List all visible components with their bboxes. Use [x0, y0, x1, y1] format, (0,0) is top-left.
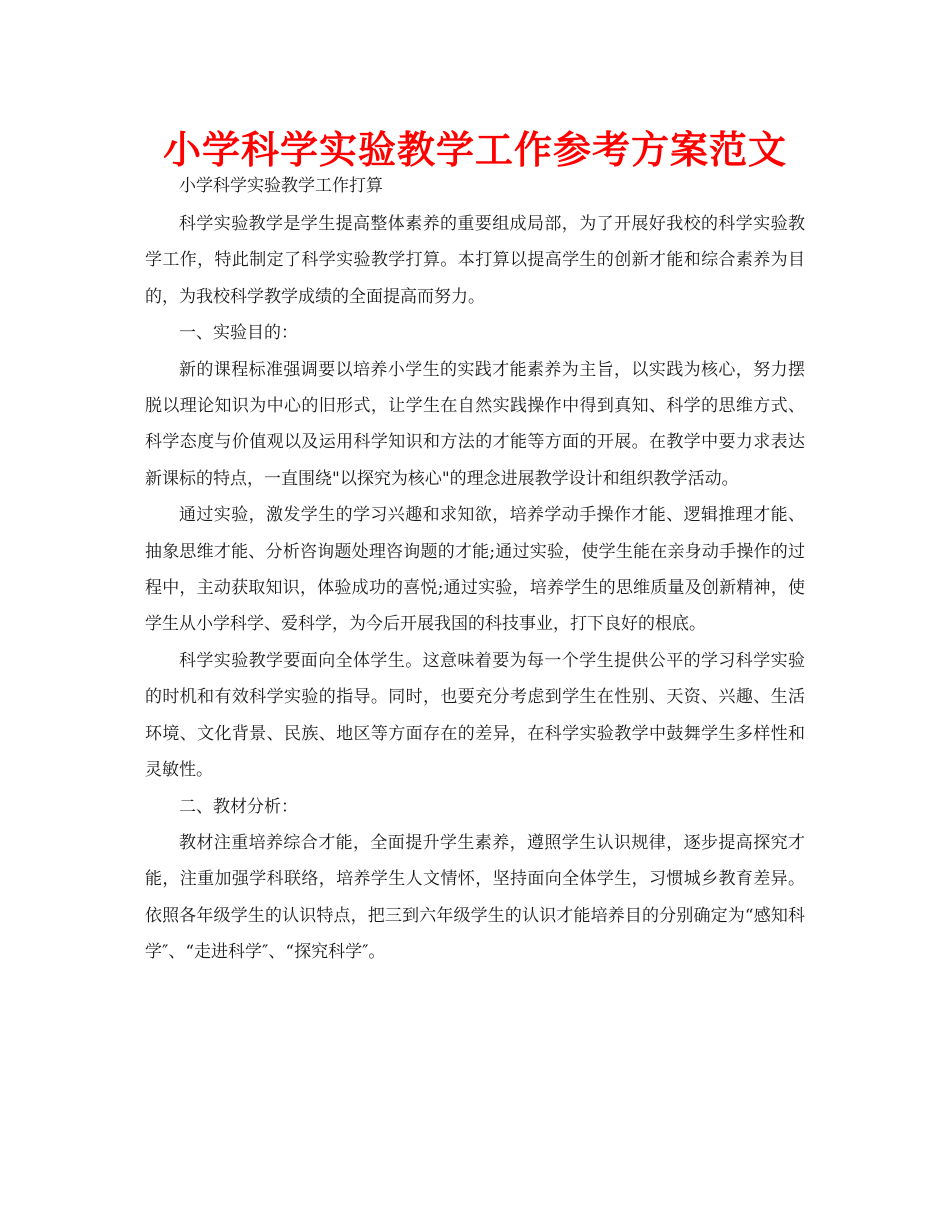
- paragraph-curriculum-standard: 新的课程标准强调要以培养小学生的实践才能素养为主旨，以实践为核心，努力摆脱以理论知识为中心的旧形式，让学生在自然实践操作中得到真知、科学的思维方式、科学态度与价值观以及运用科学知识和方法的才能等方面的开展。在教学中要力求表达新课标的特点，一直围绕"以探究为核心"的理念进展教学设计和组织教学活动。: [145, 359, 805, 489]
- paragraph-intro: 科学实验教学是学生提高整体素养的重要组成局部，为了开展好我校的科学实验教学工作，特此制定了科学实验教学打算。本打算以提高学生的创新才能和综合素养为目的，为我校科学教学成绩的全面提高而努力。: [145, 214, 805, 307]
- paragraph-textbook: 教材注重培养综合才能，全面提升学生素养，遵照学生认识规律，逐步提高探究才能，注重加强学科联络，培养学生人文情怀，坚持面向全体学生，习惯城乡教育差异。依照各年级学生的认识特点，把三到六年级学生的认识才能培养目的分别确定为“感知科学″、“走进科学″、“探究科学″。: [145, 832, 805, 963]
- document-subtitle: 小学科学实验教学工作打算: [179, 176, 383, 196]
- paragraph-all-students: 科学实验教学要面向全体学生。这意味着要为每一个学生提供公平的学习科学实验的时机和有效科学实验的指导。同时，也要充分考虑到学生在性别、天资、兴趣、生活环境、文化背景、民族、地区等方面存在的差异，在科学实验教学中鼓舞学生多样性和灵敏性。: [145, 650, 805, 781]
- document-body: [145, 172, 805, 971]
- section-heading-textbook-analysis: 二、教材分析：: [179, 796, 298, 817]
- document-title: 小学科学实验教学工作参考方案范文: [162, 128, 787, 172]
- section-heading-experiment-goals: 一、实验目的：: [179, 323, 298, 344]
- paragraph-through-experiments: 通过实验，激发学生的学习兴趣和求知欲，培养学动手操作才能、逻辑推理才能、抽象思维才能、分析咨询题处理咨询题的才能;通过实验，使学生能在亲身动手操作的过程中，主动获取知识，体验成功的喜悦;通过实验，培养学生的思维质量及创新精神，使学生从小学科学、爱科学，为今后开展我国的科技事业，打下良好的根底。: [145, 505, 805, 635]
